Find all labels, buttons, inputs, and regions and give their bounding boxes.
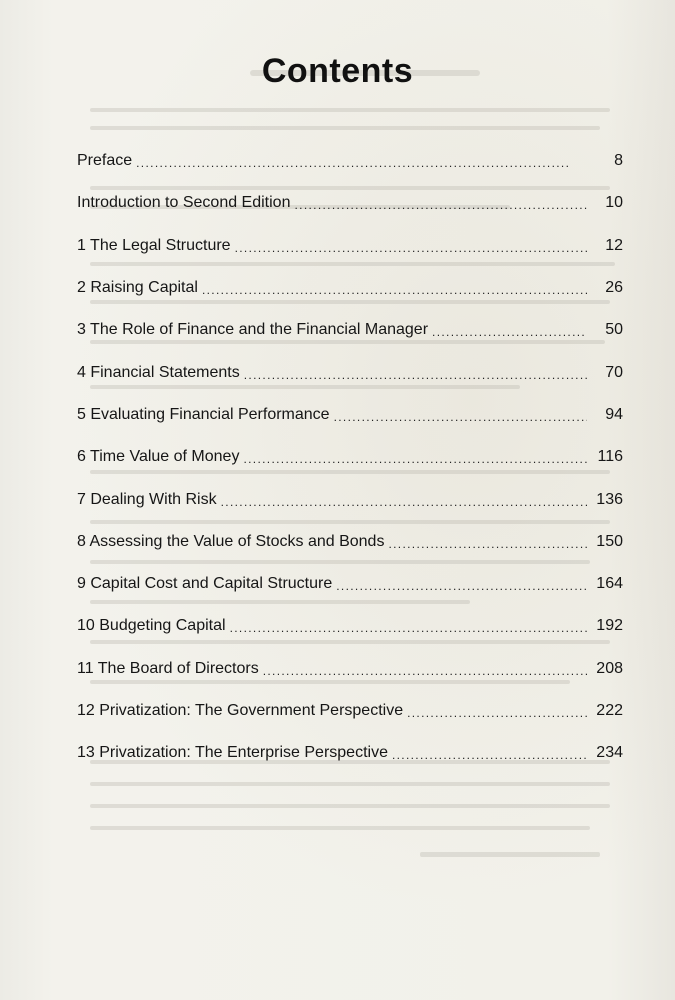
dot-leader xyxy=(136,152,587,174)
toc-entry-page-number: 70 xyxy=(605,363,623,381)
toc-entry-page-number: 208 xyxy=(596,659,623,677)
dot-leader xyxy=(221,491,587,513)
toc-entry-page-number: 192 xyxy=(596,617,623,635)
toc-entry-title: 1 The Legal Structure xyxy=(77,236,231,254)
dot-leader xyxy=(202,279,587,301)
toc-entry xyxy=(77,351,623,393)
toc-entry-page-number: 94 xyxy=(605,405,623,423)
dot-leader xyxy=(235,237,587,259)
toc-entry-page-number: 222 xyxy=(596,702,623,719)
page-title: Contents xyxy=(261,52,414,90)
dot-leader xyxy=(243,448,587,470)
toc-entry-page-number: 10 xyxy=(605,194,623,212)
toc-entry xyxy=(77,563,623,605)
toc-entry xyxy=(77,690,623,732)
toc-entry xyxy=(77,140,623,182)
toc-entry-title: 3 The Role of Finance and the Financial Manager xyxy=(77,321,429,339)
toc-entry-page-number: 150 xyxy=(596,532,623,550)
dot-leader xyxy=(263,660,587,682)
toc-entry-title: 2 Raising Capital xyxy=(77,279,198,297)
toc-entry-title: 10 Budgeting Capital xyxy=(77,617,226,635)
toc-entry xyxy=(77,436,623,478)
toc-entry xyxy=(77,225,623,267)
dot-leader xyxy=(334,406,587,428)
toc-entry xyxy=(77,182,623,224)
dot-leader xyxy=(407,702,587,724)
toc-entry-title: 5 Evaluating Financial Performance xyxy=(77,405,330,423)
dot-leader xyxy=(392,744,587,766)
toc-entry-title: 6 Time Value of Money xyxy=(77,448,240,466)
toc-entry xyxy=(77,605,623,647)
toc-entry xyxy=(77,521,623,563)
toc-entry-page-number: 116 xyxy=(597,448,623,466)
toc-entry-title: 7 Dealing With Risk xyxy=(77,490,217,508)
toc-entry-title: 4 Financial Statements xyxy=(77,363,240,381)
dot-leader xyxy=(244,364,587,386)
toc-entry-page-number: 26 xyxy=(605,279,623,297)
table-of-contents xyxy=(77,140,623,774)
dot-leader xyxy=(336,575,587,597)
toc-entry-title: Preface xyxy=(77,152,133,170)
toc-entry-page-number: 164 xyxy=(596,575,623,593)
toc-entry xyxy=(77,267,623,309)
toc-entry xyxy=(77,309,623,351)
toc-entry-title: Introduction to Second Edition xyxy=(77,194,291,212)
toc-entry xyxy=(77,394,623,436)
toc-entry-title: 9 Capital Cost and Capital Structure xyxy=(77,575,333,593)
toc-entry xyxy=(77,732,623,774)
toc-entry-title: 8 Assessing the Value of Stocks and Bonds xyxy=(77,532,385,550)
dot-leader xyxy=(294,194,587,216)
toc-entry xyxy=(77,478,623,520)
toc-entry-page-number: 136 xyxy=(596,490,623,508)
toc-entry xyxy=(77,648,623,690)
toc-entry-page-number: 12 xyxy=(605,236,623,254)
toc-entry-title: 13 Privatization: The Enterprise Perspective xyxy=(77,744,388,762)
toc-entry-page-number: 8 xyxy=(614,152,623,170)
toc-entry-page-number: 234 xyxy=(596,744,623,762)
dot-leader xyxy=(388,533,587,555)
dot-leader xyxy=(230,617,587,639)
toc-entry-page-number: 50 xyxy=(605,321,623,339)
toc-entry-title: 12 Privatization: The Government Perspective xyxy=(77,702,404,719)
toc-entry-title: 11 The Board of Directors xyxy=(77,659,259,677)
dot-leader xyxy=(432,321,587,343)
